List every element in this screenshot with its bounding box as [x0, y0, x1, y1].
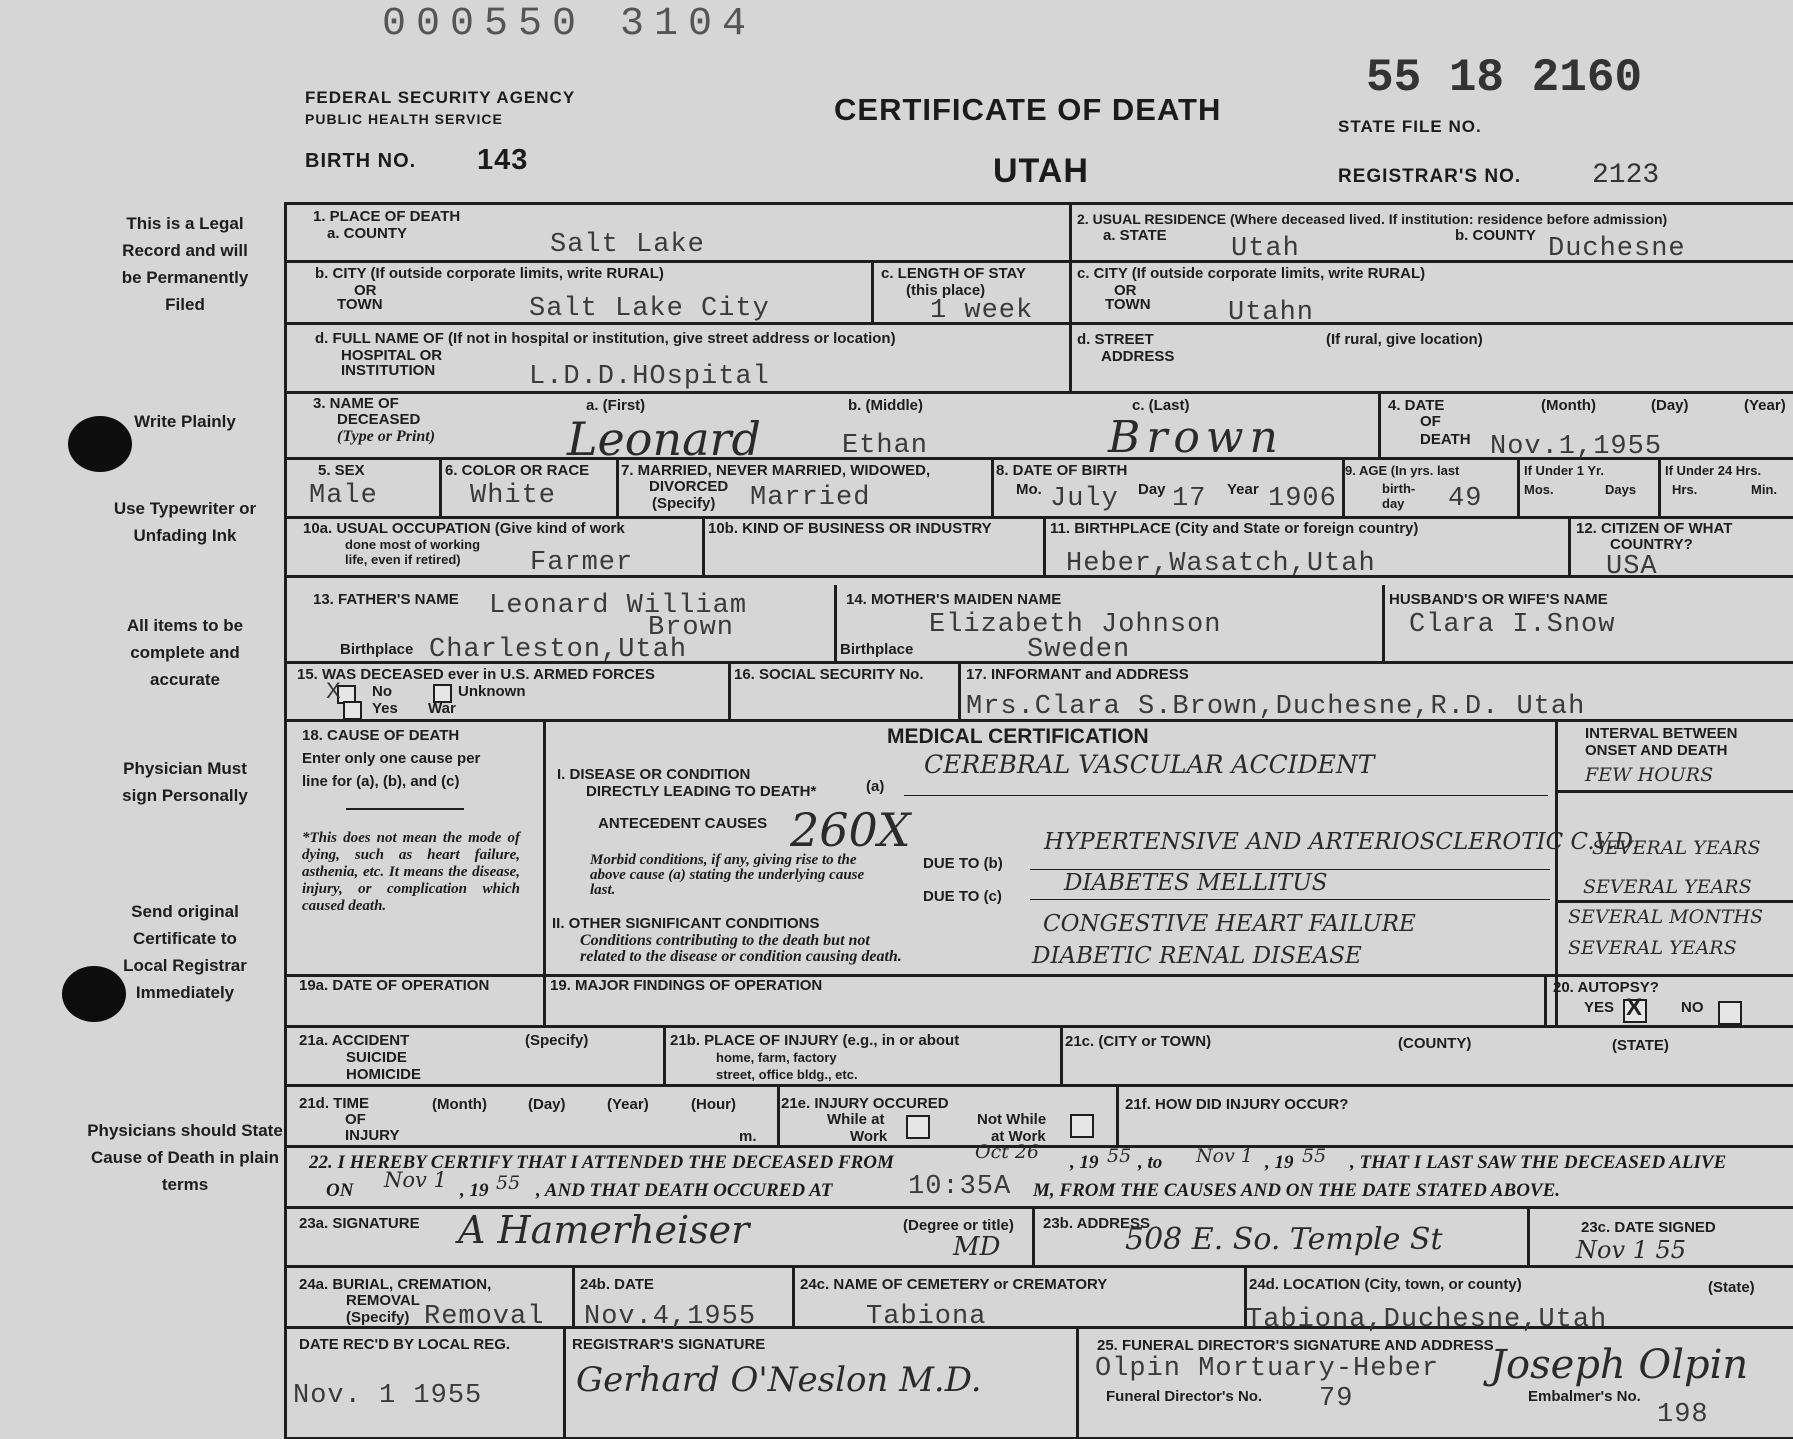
- value-first-name: Leonard: [567, 412, 761, 466]
- label-certify-end: M, FROM THE CAUSES AND ON THE DATE STATED ABOVE.: [1033, 1180, 1561, 1201]
- label-age-day: day: [1382, 496, 1405, 511]
- value-res-county: Duchesne: [1548, 234, 1686, 264]
- checkbox-not-while-at-work[interactable]: [1070, 1114, 1094, 1138]
- value-middle-name: Ethan: [842, 431, 929, 461]
- value-cause-a: CEREBRAL VASCULAR ACCIDENT: [924, 750, 1375, 779]
- value-mother-birthplace: Sweden: [1027, 635, 1131, 665]
- label-interval-2: ONSET AND DEATH: [1585, 742, 1728, 759]
- value-code: 260X: [790, 803, 911, 857]
- state-file-number: 55 18 2160: [1366, 52, 1643, 104]
- label-embalmer-no: Embalmer's No.: [1528, 1388, 1641, 1405]
- label-father: 13. FATHER'S NAME: [313, 591, 459, 608]
- label-homicide: HOMICIDE: [346, 1066, 421, 1083]
- value-age: 49: [1448, 484, 1483, 514]
- side-note-legal-record: This is a Legal Record and will be Permanently Filed: [121, 214, 249, 314]
- label-this-place: (this place): [906, 282, 986, 299]
- label-date-of-birth: 8. DATE OF BIRTH: [996, 462, 1128, 479]
- label-cause-line: line for (a), (b), and (c): [302, 773, 460, 790]
- label-disease-a: (a): [866, 778, 885, 795]
- value-funeral-director-no: 79: [1319, 1384, 1354, 1414]
- label-spouse: HUSBAND'S OR WIFE'S NAME: [1389, 591, 1608, 608]
- label-disease: I. DISEASE OR CONDITION: [557, 766, 751, 783]
- value-other-1: CONGESTIVE HEART FAILURE: [1043, 911, 1416, 937]
- registrar-no-label: REGISTRAR'S NO.: [1338, 166, 1522, 187]
- label-hospital: d. FULL NAME OF (If not in hospital or institution, give street address or location): [315, 330, 896, 347]
- label-injury-occurred: 21e. INJURY OCCURED: [781, 1095, 949, 1112]
- label-cemetery: 24c. NAME OF CEMETERY or CREMATORY: [800, 1276, 1108, 1293]
- checkbox-armed-yes[interactable]: [343, 701, 362, 720]
- label-under-1: If Under 1 Yr.: [1524, 463, 1604, 478]
- binder-hole-top: [68, 416, 132, 472]
- label-hospital-2: HOSPITAL OR: [341, 347, 443, 364]
- label-city: b. CITY (If outside corporate limits, write RURAL): [315, 265, 664, 282]
- label-other-conditions-2: Conditions contributing to the death but not: [580, 932, 870, 949]
- label-medical-certification: MEDICAL CERTIFICATION: [887, 725, 1149, 748]
- serial-number: 000550 3104: [382, 2, 757, 47]
- label-cause-enter: Enter only one cause per: [302, 750, 481, 767]
- label-autopsy-no: NO: [1681, 999, 1704, 1016]
- label-dob-day: Day: [1138, 481, 1166, 498]
- label-armed-no: No: [372, 683, 392, 700]
- label-autopsy-yes: YES: [1584, 999, 1615, 1016]
- value-mother: Elizabeth Johnson: [929, 610, 1222, 640]
- label-certify-19c: , 19: [460, 1180, 489, 1201]
- label-dob-year: Year: [1227, 481, 1259, 498]
- value-county: Salt Lake: [550, 230, 705, 260]
- label-business: 10b. KIND OF BUSINESS OR INDUSTRY: [708, 520, 992, 537]
- label-mother: 14. MOTHER'S MAIDEN NAME: [846, 591, 1062, 608]
- label-res-city-or: OR: [1114, 282, 1137, 299]
- label-county: a. COUNTY: [327, 225, 408, 242]
- label-sex: 5. SEX: [318, 462, 365, 479]
- label-burial-date: 24b. DATE: [580, 1276, 654, 1293]
- value-other-2: DIABETIC RENAL DISEASE: [1032, 943, 1362, 969]
- label-deceased: DECEASED: [337, 411, 421, 428]
- label-certify-start: 22. I HEREBY CERTIFY THAT I ATTENDED THE DECEASED FROM: [309, 1152, 894, 1173]
- value-birth-year: 1906: [1268, 484, 1337, 514]
- label-hrs: Hrs.: [1672, 482, 1698, 497]
- label-injury-hour: (Hour): [691, 1096, 736, 1113]
- state-file-label: STATE FILE NO.: [1338, 117, 1482, 136]
- registrar-no-value: 2123: [1592, 160, 1660, 191]
- value-other-2-interval: SEVERAL YEARS: [1568, 937, 1737, 959]
- label-injury-month: (Month): [432, 1096, 487, 1113]
- value-physician-signature: A Hamerheiser: [458, 1208, 750, 1252]
- value-registrar-signature: Gerhard O'Neslon M.D.: [576, 1360, 982, 1400]
- state-title: UTAH: [993, 152, 1089, 190]
- label-certify-to: , to: [1138, 1152, 1163, 1173]
- label-burial-3: (Specify): [346, 1309, 410, 1326]
- value-birth-month: July: [1050, 484, 1119, 514]
- label-informant: 17. INFORMANT and ADDRESS: [966, 666, 1189, 683]
- value-address: 508 E. So. Temple St: [1125, 1222, 1443, 1257]
- value-res-city: Utahn: [1228, 298, 1315, 328]
- value-father-2: Brown: [648, 613, 735, 643]
- label-injury-state: (STATE): [1612, 1037, 1669, 1054]
- label-father-birthplace: Birthplace: [340, 641, 414, 658]
- side-note-plain-terms: Physicians should State Cause of Death in plain terms: [87, 1121, 283, 1194]
- side-note-typewriter: Use Typewriter or Unfading Ink: [113, 499, 257, 545]
- label-findings: 19. MAJOR FINDINGS OF OPERATION: [550, 977, 823, 994]
- label-funeral-director-no: Funeral Director's No.: [1106, 1388, 1263, 1405]
- label-accident-specify: (Specify): [525, 1032, 589, 1049]
- side-note-send-original: Send original Certificate to Local Registrar Immediately: [123, 902, 247, 1002]
- label-disease-2: DIRECTLY LEADING TO DEATH*: [586, 783, 817, 800]
- label-social-security: 16. SOCIAL SECURITY No.: [734, 666, 924, 683]
- label-while-at-work-2: Work: [850, 1128, 888, 1145]
- value-embalmer-no: 198: [1657, 1400, 1709, 1430]
- side-note-complete: All items to be complete and accurate: [126, 616, 244, 689]
- label-interval: INTERVAL BETWEEN: [1585, 725, 1738, 742]
- value-funeral-director: Olpin Mortuary-Heber: [1095, 1354, 1440, 1384]
- label-death-day: (Day): [1651, 397, 1689, 414]
- value-stay: 1 week: [930, 296, 1034, 326]
- label-date-of-death-death: DEATH: [1420, 431, 1471, 448]
- label-mos: Mos.: [1524, 482, 1554, 497]
- label-funeral-director: 25. FUNERAL DIRECTOR'S SIGNATURE AND ADDRESS: [1097, 1337, 1494, 1354]
- label-registrar-signature: REGISTRAR'S SIGNATURE: [572, 1336, 766, 1353]
- label-street-2: ADDRESS: [1101, 348, 1175, 365]
- label-city-town: TOWN: [337, 296, 383, 313]
- label-while-at-work: While at: [827, 1111, 885, 1128]
- value-date-received: Nov. 1 1955: [293, 1381, 483, 1411]
- label-due-to-b: DUE TO (b): [923, 855, 1003, 872]
- cause-rule: [346, 808, 464, 810]
- label-due-to-c: DUE TO (c): [923, 888, 1002, 905]
- value-hospital: L.D.D.HOspital: [529, 362, 770, 392]
- label-not-while: Not While: [977, 1111, 1047, 1128]
- label-injury-county: (COUNTY): [1398, 1035, 1472, 1052]
- label-injury-city: 21c. (CITY or TOWN): [1065, 1033, 1212, 1050]
- label-res-city: c. CITY (If outside corporate limits, write RURAL): [1077, 265, 1426, 282]
- label-suicide: SUICIDE: [346, 1049, 407, 1066]
- label-armed-war: War: [428, 700, 456, 717]
- value-to-year: 55: [1302, 1145, 1327, 1167]
- label-date-signed: 23c. DATE SIGNED: [1581, 1219, 1716, 1236]
- value-last-name: Brown: [1108, 412, 1284, 463]
- value-funeral-director-signature: Joseph Olpin: [1490, 1342, 1749, 1388]
- label-res-county: b. COUNTY: [1455, 227, 1536, 244]
- checkbox-autopsy-no[interactable]: [1718, 1001, 1742, 1025]
- label-divorced: DIVORCED: [649, 478, 729, 495]
- value-cause-b: HYPERTENSIVE AND ARTERIOSCLEROTIC C.V.D.: [1044, 829, 1640, 855]
- autopsy-yes-mark: X: [1626, 994, 1643, 1021]
- label-birthplace: 11. BIRTHPLACE (City and State or foreign country): [1050, 520, 1419, 537]
- label-under-24: If Under 24 Hrs.: [1665, 463, 1762, 478]
- label-res-state: a. STATE: [1103, 227, 1167, 244]
- label-street: d. STREET: [1077, 331, 1154, 348]
- label-time-of-injury: 21d. TIME: [299, 1095, 370, 1112]
- label-first: a. (First): [586, 397, 646, 414]
- binder-hole-bottom: [62, 966, 126, 1022]
- label-occupation: 10a. USUAL OCCUPATION (Give kind of work: [303, 520, 625, 537]
- label-city-or: OR: [354, 282, 377, 299]
- value-res-state: Utah: [1231, 234, 1300, 264]
- value-degree: MD: [953, 1232, 1001, 1262]
- label-name-deceased: 3. NAME OF: [313, 395, 399, 412]
- value-death-time: 10:35A: [908, 1172, 1012, 1202]
- label-days: Days: [1605, 482, 1637, 497]
- label-dob-mo: Mo.: [1016, 481, 1042, 498]
- label-other-conditions: II. OTHER SIGNIFICANT CONDITIONS: [552, 915, 820, 932]
- label-certify-19b: , 19: [1265, 1152, 1294, 1173]
- label-armed-yes: Yes: [372, 700, 398, 717]
- label-type-or-print: (Type or Print): [337, 428, 436, 445]
- cause-a-rule: [904, 795, 1548, 796]
- label-last: c. (Last): [1132, 397, 1190, 414]
- label-usual-residence: 2. USUAL RESIDENCE (Where deceased lived. If institution: residence before admission): [1077, 211, 1668, 227]
- label-antecedent: ANTECEDENT CAUSES: [598, 815, 768, 832]
- label-certify-19a: , 19: [1070, 1152, 1099, 1173]
- label-how-injury: 21f. HOW DID INJURY OCCUR?: [1125, 1096, 1349, 1113]
- value-burial-date: Nov.4,1955: [584, 1302, 757, 1332]
- side-note-physician-sign: Physician Must sign Personally: [122, 759, 248, 805]
- label-armed-forces: 15. WAS DECEASED ever in U.S. ARMED FORCES: [297, 666, 655, 683]
- label-injury-year: (Year): [607, 1096, 649, 1113]
- value-from-year: 55: [1107, 1145, 1132, 1167]
- label-min: Min.: [1751, 482, 1777, 497]
- value-last-seen-year: 55: [496, 1172, 521, 1194]
- label-mother-birthplace: Birthplace: [840, 641, 914, 658]
- label-morbid: Morbid conditions, if any, giving rise to the above cause (a) stating the underlying cause last.: [590, 852, 865, 898]
- value-marital: Married: [750, 483, 871, 513]
- label-other-conditions-3: related to the disease or condition causing death.: [580, 948, 902, 965]
- label-armed-unknown: Unknown: [458, 683, 526, 700]
- cause-c-rule: [1030, 899, 1550, 900]
- label-location-state: (State): [1708, 1279, 1755, 1296]
- value-last-seen: Nov 1: [384, 1168, 447, 1192]
- cause-footnote: *This does not mean the mode of dying, such as heart failure, asthenia, etc. It means the disease, injury, or complication which caused death.: [302, 830, 520, 914]
- value-citizen: USA: [1606, 552, 1658, 582]
- label-place-of-injury: 21b. PLACE OF INJURY (e.g., in or about: [670, 1032, 960, 1049]
- value-disposition: Removal: [424, 1302, 545, 1332]
- label-middle: b. (Middle): [848, 397, 923, 414]
- label-date-of-death-of: OF: [1420, 413, 1441, 430]
- value-race: White: [470, 481, 557, 511]
- birth-no-value: 143: [477, 144, 529, 176]
- value-birthplace: Heber,Wasatch,Utah: [1066, 549, 1376, 579]
- label-certify-death-at: , AND THAT DEATH OCCURED AT: [536, 1180, 833, 1201]
- value-birth-day: 17: [1172, 484, 1207, 514]
- label-date-of-death: 4. DATE: [1388, 397, 1445, 414]
- label-signature: 23a. SIGNATURE: [299, 1215, 420, 1232]
- value-spouse: Clara I.Snow: [1409, 610, 1616, 640]
- label-res-city-town: TOWN: [1105, 296, 1151, 313]
- label-injury-m: m.: [739, 1128, 757, 1145]
- value-other-1-interval: SEVERAL MONTHS: [1568, 906, 1764, 928]
- value-cause-b-interval: SEVERAL YEARS: [1592, 837, 1761, 859]
- label-accident: 21a. ACCIDENT: [299, 1032, 410, 1049]
- label-age-birth: birth-: [1382, 481, 1416, 496]
- value-cause-a-interval: FEW HOURS: [1585, 764, 1714, 786]
- label-certify-on: ON: [326, 1180, 354, 1201]
- label-date-of-operation: 19a. DATE OF OPERATION: [299, 977, 490, 994]
- label-date-received: DATE REC'D BY LOCAL REG.: [299, 1336, 511, 1353]
- value-father-1: Leonard William: [489, 591, 748, 621]
- label-death-year: (Year): [1744, 397, 1786, 414]
- value-sex: Male: [309, 481, 378, 511]
- label-burial: 24a. BURIAL, CREMATION,: [299, 1276, 492, 1293]
- label-location: 24d. LOCATION (City, town, or county): [1249, 1276, 1522, 1293]
- birth-no-label: BIRTH NO.: [305, 150, 417, 172]
- value-cemetery: Tabiona: [866, 1302, 987, 1332]
- agency-name: FEDERAL SECURITY AGENCY: [305, 88, 576, 107]
- certificate-title: CERTIFICATE OF DEATH: [834, 92, 1222, 127]
- side-note-write-plainly: Write Plainly: [134, 412, 236, 431]
- value-informant: Mrs.Clara S.Brown,Duchesne,R.D. Utah: [966, 692, 1586, 722]
- value-from-date: Oct 26: [975, 1141, 1040, 1163]
- label-place-of-death: 1. PLACE OF DEATH: [313, 208, 461, 225]
- label-death-month: (Month): [1541, 397, 1596, 414]
- label-street-rural: (If rural, give location): [1326, 331, 1483, 348]
- label-specify: (Specify): [652, 495, 716, 512]
- label-race: 6. COLOR OR RACE: [445, 462, 590, 479]
- label-hospital-3: INSTITUTION: [341, 362, 436, 379]
- label-cause-of-death: 18. CAUSE OF DEATH: [302, 727, 460, 744]
- label-country: COUNTRY?: [1610, 536, 1693, 553]
- label-place-of-injury-2: home, farm, factory: [716, 1050, 837, 1065]
- value-cause-c-interval: SEVERAL YEARS: [1583, 876, 1752, 898]
- label-marital: 7. MARRIED, NEVER MARRIED, WIDOWED,: [621, 462, 931, 479]
- label-occupation-2: done most of working: [345, 537, 481, 552]
- service-name: PUBLIC HEALTH SERVICE: [305, 111, 503, 127]
- value-occupation: Farmer: [530, 548, 634, 578]
- armed-no-mark: X: [326, 678, 341, 703]
- label-age: 9. AGE (In yrs. last: [1345, 463, 1460, 478]
- value-to-date: Nov 1: [1196, 1145, 1253, 1167]
- label-occupation-3: life, even if retired): [345, 552, 461, 567]
- value-death-date: Nov.1,1955: [1490, 432, 1663, 462]
- label-injury-day: (Day): [528, 1096, 566, 1113]
- label-time-of-injury-3: INJURY: [345, 1127, 400, 1144]
- value-father-birthplace: Charleston,Utah: [429, 635, 688, 665]
- label-citizen: 12. CITIZEN OF WHAT: [1576, 520, 1733, 537]
- label-length-of-stay: c. LENGTH OF STAY: [881, 265, 1027, 282]
- label-time-of-injury-2: OF: [345, 1111, 366, 1128]
- value-location: Tabiona,Duchesne,Utah: [1246, 1305, 1608, 1335]
- value-cause-c: DIABETES MELLITUS: [1064, 870, 1328, 896]
- label-address: 23b. ADDRESS: [1043, 1215, 1150, 1232]
- value-date-signed: Nov 1 55: [1576, 1236, 1687, 1264]
- value-city: Salt Lake City: [529, 294, 770, 324]
- label-burial-2: REMOVAL: [346, 1292, 420, 1309]
- label-certify-last-saw: , THAT I LAST SAW THE DECEASED ALIVE: [1350, 1152, 1727, 1173]
- label-place-of-injury-3: street, office bldg., etc.: [716, 1067, 858, 1082]
- label-degree: (Degree or title): [903, 1217, 1014, 1234]
- checkbox-while-at-work[interactable]: [906, 1115, 930, 1139]
- label-not-while-2: at Work: [991, 1128, 1046, 1145]
- label-autopsy: 20. AUTOPSY?: [1553, 979, 1659, 996]
